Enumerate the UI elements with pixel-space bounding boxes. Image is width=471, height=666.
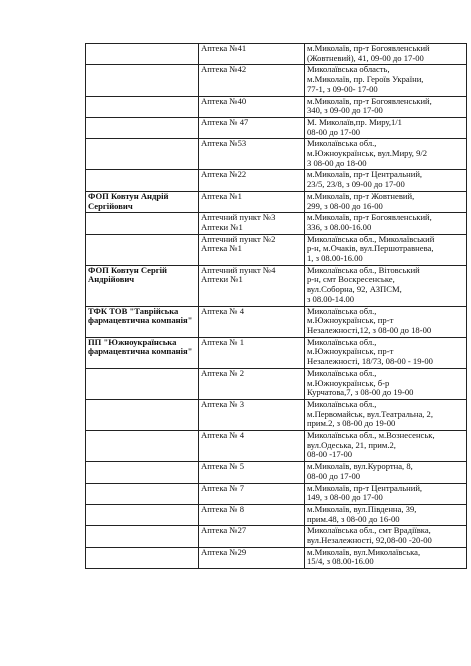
pharmacy-cell-line: Аптека № 4 (201, 306, 245, 316)
address-cell (305, 431, 467, 462)
organization-cell-line: Сергійович (88, 200, 133, 211)
table-body (86, 44, 467, 569)
address-cell-line: м.Южноукраїнськ, пр-т (307, 346, 394, 357)
address-cell-line: вул.Соборна, 92, АЗПСМ, (307, 284, 402, 295)
pharmacy-cell-line: Аптека № 47 (201, 117, 249, 127)
address-cell (305, 306, 467, 337)
address-cell-line: прим.48, з 08-00 до 16-00 (307, 513, 400, 524)
table-row (86, 213, 467, 234)
address-cell (305, 191, 467, 212)
pharmacy-cell (199, 526, 305, 547)
address-cell-line: 340, з 09-00 до 17-00 (307, 105, 383, 116)
address-cell-line: Миколаївська обл., Миколаївський (307, 234, 435, 244)
pharmacy-cell-line: Аптека №1 (201, 191, 242, 201)
organization-cell (86, 44, 199, 65)
pharmacy-cell-line: Аптека №27 (201, 525, 247, 536)
address-cell-line: прим.2, з 08-00 до 19-00 (307, 418, 396, 429)
table-row (86, 139, 467, 170)
address-cell-line: Миколаївська обл., м.Вознесенськ, (307, 430, 435, 441)
pharmacy-cell (199, 431, 305, 462)
pharmacy-cell (199, 191, 305, 212)
pharmacy-cell-line: Аптека № 7 (201, 483, 245, 493)
organization-cell (86, 65, 199, 96)
address-cell-line: 77-1, з 09-00- 17-00 (307, 83, 378, 94)
address-cell (305, 547, 467, 568)
pharmacy-cell-line: Аптека № 5 (201, 461, 245, 472)
pharmacy-cell (199, 44, 305, 65)
pharmacy-cell (199, 234, 305, 265)
organization-cell (86, 462, 199, 483)
address-cell-line: (Жовтневий), 41, 09-00 до 17-00 (307, 52, 424, 63)
pharmacy-cell-line: Аптека № 3 (201, 399, 245, 409)
address-cell-line: Миколаївська область, (307, 64, 390, 75)
pharmacy-cell (199, 117, 305, 138)
pharmacy-cell-line: Аптека №41 (201, 43, 247, 53)
table-row (86, 504, 467, 525)
address-cell (305, 234, 467, 265)
organization-cell (86, 191, 199, 212)
pharmacy-cell (199, 483, 305, 504)
address-cell-line: м.Миколаїв, пр-т Центральний, (307, 169, 423, 180)
address-cell (305, 139, 467, 170)
pharmacy-cell-line: Аптечний пункт №2 (201, 234, 276, 244)
address-cell-line: Миколаївська обл., смт Врадіївка, (307, 525, 431, 536)
organization-cell (86, 526, 199, 547)
pharmacy-cell-line: Аптека №1 (201, 243, 242, 254)
address-cell (305, 213, 467, 234)
address-cell-line: Миколаївська обл., Вітовський (307, 265, 420, 275)
address-cell-line: 08-00 до 17-00 (307, 126, 361, 137)
table-row (86, 96, 467, 117)
pharmacy-cell-line: Аптеки №1 (201, 221, 243, 232)
pharmacy-cell-line: Аптека № 1 (201, 337, 245, 347)
organization-cell-line: фармацевтична компанія" (88, 315, 193, 326)
address-cell-line: м.Миколаїв, пр-т Богоявленський, (307, 212, 432, 223)
organization-cell (86, 213, 199, 234)
address-cell-line: Незалежності,12, з 08-00 до 18-00 (307, 324, 432, 335)
address-cell-line: м.Миколаїв, пр-т Центральний, (307, 483, 423, 493)
table-row (86, 399, 467, 430)
address-cell-line: 08-00 -17-00 (307, 449, 353, 460)
address-cell-line: м.Миколаїв, пр-т Жовтневий, (307, 191, 415, 201)
address-cell-line: м.Миколаїв, вул.Курортна, 8, (307, 461, 413, 472)
organization-cell-line: ПП "Южноукраїнська (88, 337, 177, 347)
address-cell-line: 149, з 08-00 до 17-00 (307, 492, 383, 503)
address-cell-line: 1, з 08.00-16.00 (307, 253, 363, 264)
address-cell (305, 65, 467, 96)
organization-cell (86, 96, 199, 117)
organization-cell-line: Андрійович (88, 274, 135, 285)
address-cell (305, 504, 467, 525)
pharmacy-cell-line: Аптека №22 (201, 169, 247, 180)
organization-cell (86, 483, 199, 504)
pharmacy-cell-line: Аптека №29 (201, 547, 247, 557)
table-row (86, 234, 467, 265)
organization-cell (86, 170, 199, 191)
address-cell-line: вул.Одеська, 21, прим.2, (307, 439, 396, 450)
pharmacy-table (85, 43, 467, 569)
organization-cell (86, 431, 199, 462)
pharmacy-cell (199, 306, 305, 337)
address-cell (305, 399, 467, 430)
address-cell (305, 117, 467, 138)
address-cell-line: м.Миколаїв, вул.Миколаївська, (307, 547, 421, 557)
address-cell-line: 08-00 до 17-00 (307, 470, 361, 481)
address-cell-line: М. Миколаїв,пр. Миру,1/1 (307, 117, 402, 127)
pharmacy-cell-line: Аптека № 4 (201, 430, 245, 441)
address-cell-line: м.Южноукраїнськ, пр-т (307, 315, 394, 326)
table-row (86, 265, 467, 306)
address-cell (305, 170, 467, 191)
pharmacy-cell (199, 265, 305, 306)
pharmacy-cell (199, 504, 305, 525)
pharmacy-cell (199, 139, 305, 170)
address-cell-line: м.Миколаїв, вул.Південна, 39, (307, 504, 417, 514)
address-cell-line: З 08-00 до 18-00 (307, 157, 367, 168)
address-cell-line: Миколаївська обл., (307, 337, 377, 347)
table-row (86, 462, 467, 483)
pharmacy-cell-line: Аптека №40 (201, 96, 247, 106)
address-cell (305, 265, 467, 306)
table-row (86, 191, 467, 212)
table-row (86, 306, 467, 337)
organization-cell (86, 547, 199, 568)
organization-cell (86, 117, 199, 138)
organization-cell (86, 337, 199, 368)
pharmacy-cell (199, 170, 305, 191)
pharmacy-cell (199, 337, 305, 368)
address-cell-line: 336, з 08.00-16.00 (307, 221, 372, 232)
table-row (86, 547, 467, 568)
address-cell-line: м.Миколаїв, пр. Героїв України, (307, 74, 424, 85)
address-cell-line: Курчатова,7, з 08-00 до 19-00 (307, 387, 414, 398)
address-cell-line: Миколаївська обл., (307, 138, 377, 149)
table-row (86, 368, 467, 399)
table-row (86, 337, 467, 368)
organization-cell-line: ФОП Ковтун Андрій (88, 191, 169, 201)
address-cell-line: Миколаївська обл., (307, 399, 377, 409)
address-cell-line: 299, з 08-00 до 16-00 (307, 200, 383, 211)
address-cell (305, 44, 467, 65)
table-row (86, 65, 467, 96)
organization-cell (86, 504, 199, 525)
table-row (86, 117, 467, 138)
address-cell-line: вул.Незалежності, 92,08-00 -20-00 (307, 535, 432, 546)
organization-cell-line: ФОП Ковтун Сергій (88, 265, 167, 275)
table-row (86, 483, 467, 504)
pharmacy-cell (199, 65, 305, 96)
pharmacy-cell-line: Аптека №42 (201, 64, 247, 75)
pharmacy-cell-line: Аптеки №1 (201, 274, 243, 285)
address-cell-line: Незалежності, 18/73, 08-00 - 19-00 (307, 356, 433, 367)
table-row (86, 170, 467, 191)
table-row (86, 44, 467, 65)
pharmacy-cell-line: Аптека № 2 (201, 368, 245, 378)
pharmacy-cell (199, 213, 305, 234)
pharmacy-cell (199, 399, 305, 430)
pharmacy-cell-line: Аптека № 8 (201, 504, 245, 514)
table-row (86, 526, 467, 547)
table-row (86, 431, 467, 462)
pharmacy-cell (199, 96, 305, 117)
address-cell-line: м.Южноукраїнськ, б-р (307, 377, 390, 388)
organization-cell (86, 399, 199, 430)
address-cell-line: м.Южноукраїнськ, вул.Миру, 9/2 (307, 148, 428, 159)
address-cell (305, 368, 467, 399)
address-cell-line: 23/5, 23/8, з 09-00 до 17-00 (307, 179, 405, 190)
address-cell-line: з 08.00-14.00 (307, 293, 355, 304)
pharmacy-cell-line: Аптека №53 (201, 138, 247, 149)
address-cell (305, 462, 467, 483)
address-cell-line: р-н, м.Очаків, вул.Першотравнева, (307, 243, 434, 254)
organization-cell (86, 234, 199, 265)
organization-cell (86, 265, 199, 306)
organization-cell (86, 306, 199, 337)
organization-cell-line: ТФК ТОВ "Таврійська (88, 306, 179, 316)
address-cell-line: Миколаївська обл., (307, 306, 377, 316)
address-cell (305, 526, 467, 547)
pharmacy-cell-line: Аптечний пункт №3 (201, 212, 276, 223)
pharmacy-cell-line: Аптечний пункт №4 (201, 265, 276, 275)
address-cell-line: м.Миколаїв, пр-т Богоявленський (307, 43, 430, 53)
organization-cell (86, 368, 199, 399)
address-cell-line: 15/4, з 08.00-16.00 (307, 556, 374, 567)
pharmacy-cell (199, 547, 305, 568)
pharmacy-cell (199, 462, 305, 483)
address-cell (305, 337, 467, 368)
pharmacy-cell (199, 368, 305, 399)
address-cell-line: м.Первомайськ, вул.Театральна, 2, (307, 408, 433, 419)
organization-cell-line: фармацевтична компанія" (88, 346, 193, 357)
address-cell (305, 96, 467, 117)
organization-cell (86, 139, 199, 170)
address-cell-line: Миколаївська обл., (307, 368, 377, 378)
address-cell (305, 483, 467, 504)
address-cell-line: м.Миколаїв, пр-т Богоявленський, (307, 96, 432, 106)
address-cell-line: р-н, смт Воскресенське, (307, 274, 395, 285)
